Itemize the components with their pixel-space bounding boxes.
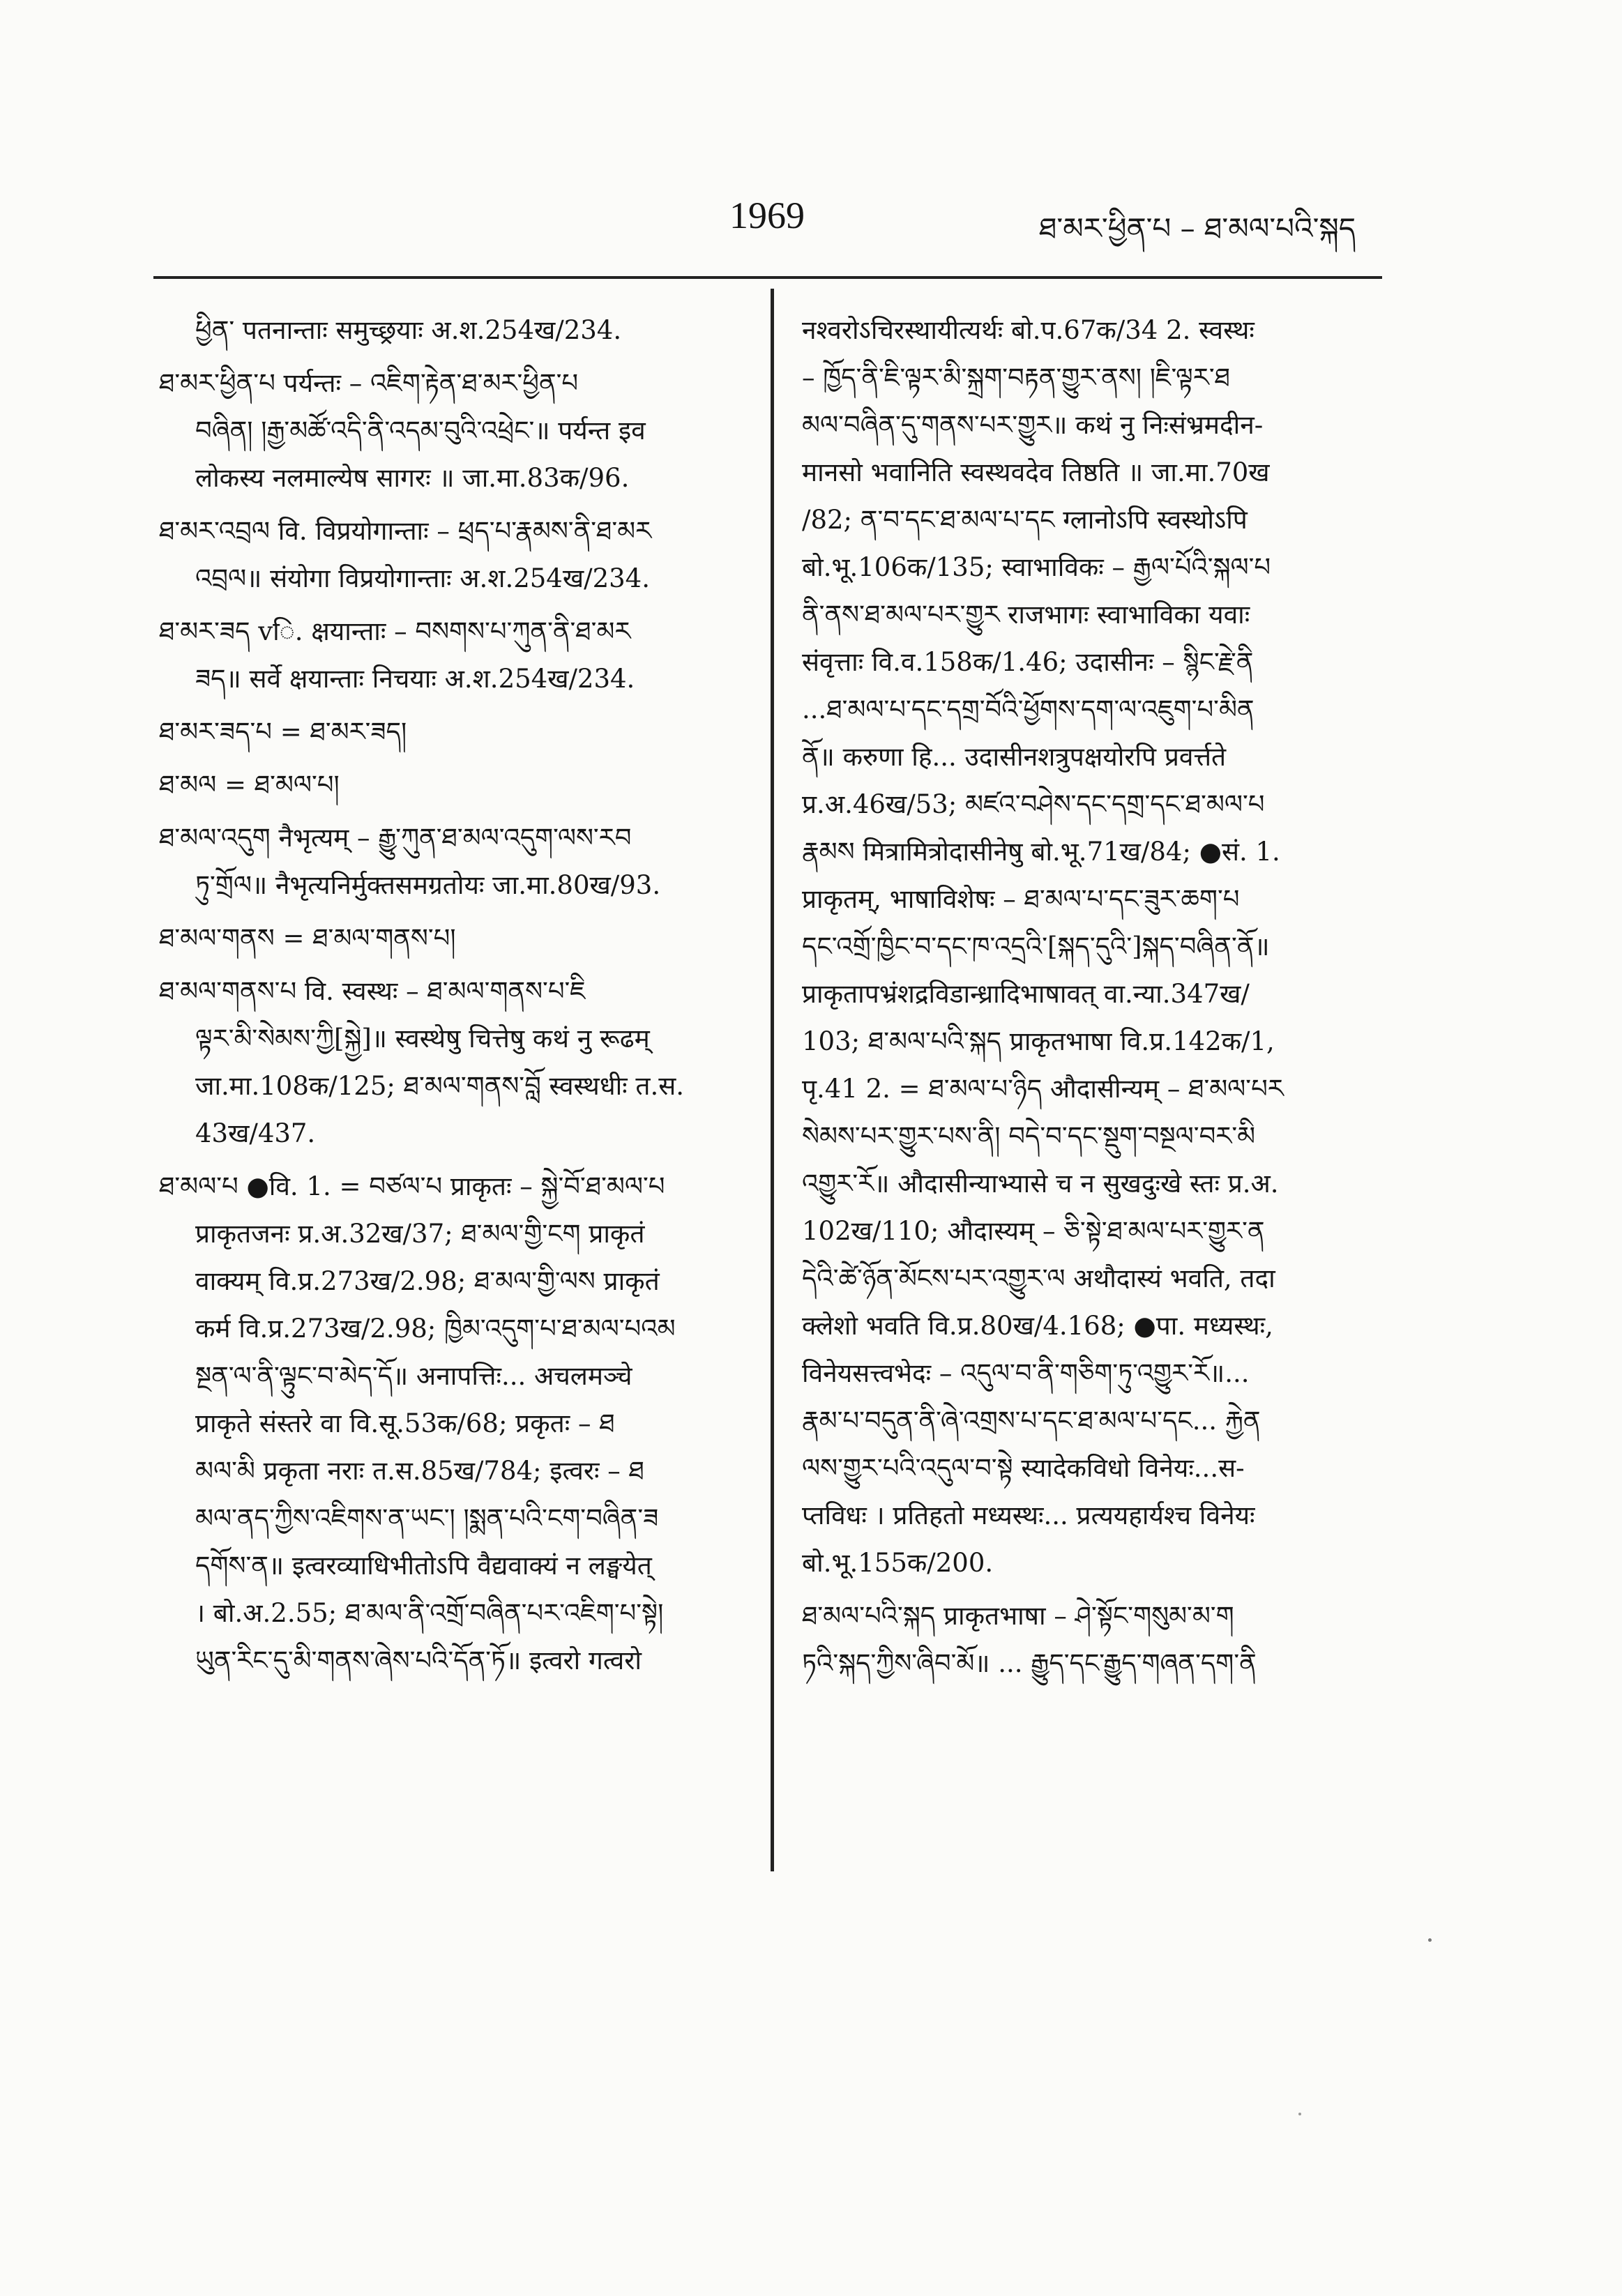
dictionary-line: संवृत्ताः वि.व.158क/1.46; उदासीनः – སྙིང་རྗེ་ནི bbox=[802, 647, 1254, 677]
dictionary-line: प्राकृतम्, भाषाविशेषः – ཐ་མལ་པ་དང་ཟུར་ཆག་པ bbox=[802, 884, 1240, 914]
dictionary-line: ཟད॥ सर्वे क्षयान्ताः निचयाः अ.श.254ख/234. bbox=[195, 664, 635, 694]
dictionary-line: प्राकृते संस्तरे वा वि.सू.53क/68; प्रकृतः – ཐ bbox=[195, 1408, 615, 1438]
dictionary-line: बो.भू.106क/135; स्वाभाविकः – རྒྱལ་པོའི་སྐལ་པ bbox=[802, 552, 1271, 582]
dictionary-line: ཐ་མར་ཟད་པ = ཐ་མར་ཟད། bbox=[159, 717, 407, 747]
dictionary-line: ནོ॥ करुणा हि... उदासीनशत्रुपक्षयोरपि प्रवर्त्तते bbox=[802, 742, 1227, 772]
dictionary-line: བཞིན། །རྒྱ་མཚོ་འདི་ནི་འདམ་བུའི་འཕྲེང་॥ पर्यन्त इव bbox=[195, 416, 646, 446]
dictionary-line: དགོས་ན॥ इत्वरव्याधिभीतोऽपि वैद्यवाक्यं न लङ्घयेत् bbox=[195, 1551, 652, 1581]
dictionary-line: འབྲལ॥ संयोगा विप्रयोगान्ताः अ.श.254ख/234. bbox=[195, 563, 650, 593]
dictionary-line: སེམས་པར་གྱུར་པས་ནི། བདེ་བ་དང་སྡུག་བསྔལ་བར་མི bbox=[802, 1121, 1256, 1151]
dictionary-line: ཐ་མལ་འདུག नैभृत्यम् – རྒྱུ་ཀུན་ཐ་མལ་འདུག་ལས་རབ bbox=[159, 823, 632, 853]
right-column bbox=[802, 307, 1388, 1687]
dictionary-line: ཐ་མལ་པའི་སྐད प्राकृतभाषा – ཤེ་སྟོང་གསུམ་མ་ག bbox=[802, 1601, 1234, 1631]
dictionary-line: मानसो भवानिति स्वस्थवदेव तिष्ठति ॥ जा.मा.70ख bbox=[802, 457, 1270, 487]
dictionary-line: – ཁྱོད་ནི་ཇི་ལྟར་མི་སྐྲག་བརྟན་གྱུར་ནས། །ཇི་ལྟར་ཐ bbox=[802, 363, 1230, 393]
dictionary-line: མལ་མི प्रकृता नराः त.स.85ख/784; इत्वरः – ཐ bbox=[195, 1456, 644, 1486]
dictionary-line: ལྟར་མི་སེམས་ཀྱི[སྐྱེ]॥ स्वस्थेषु चित्तेषु कथं नु रूढम् bbox=[195, 1024, 650, 1054]
dictionary-line: ཐ་མལ་པ ●वि. 1. = བཙལ་པ प्राकृतः – སྐྱེ་བོ་ཐ་མལ་པ bbox=[159, 1171, 665, 1201]
dictionary-line: 103; ཐ་མལ་པའི་སྐད प्राकृतभाषा वि.प्र.142क/1, bbox=[802, 1026, 1275, 1056]
dictionary-line: ...ཐ་མལ་པ་དང་དགྲ་བོའི་ཕྱོགས་དག་ལ་འཇུག་པ་མིན bbox=[802, 694, 1255, 724]
left-column bbox=[159, 307, 752, 1685]
dictionary-line: རྣམས मित्रामित्रोदासीनेषु बो.भू.71ख/84; ●सं. 1. bbox=[802, 837, 1280, 867]
dictionary-line: क्लेशो भवति वि.प्र.80ख/4.168; ●पा. मध्यस्थः, bbox=[802, 1311, 1273, 1341]
dictionary-line: 43ख/437. bbox=[195, 1118, 316, 1148]
dictionary-line: प्राकृतजनः प्र.अ.32ख/37; ཐ་མལ་གྱི་ངག प्राकृतं bbox=[195, 1219, 645, 1249]
header-rule bbox=[153, 276, 1382, 279]
dictionary-line: འགྱུར་རོ॥ औदासीन्याभ्यासे च न सुखदुःखे स्तः प्र.अ. bbox=[802, 1169, 1279, 1199]
dictionary-line: ཕྱིན་ पतनान्ताः समुच्छ्रयाः अ.श.254ख/234. bbox=[195, 315, 622, 345]
dictionary-line: ནི་ནས་ཐ་མལ་པར་གྱུར राजभागः स्वाभाविका यवाः bbox=[802, 600, 1250, 630]
dictionary-line: प्तविधः । प्रतिहतो मध्यस्थः... प्रत्ययहार्यश्च विनेयः bbox=[802, 1500, 1255, 1530]
dictionary-line: बो.भू.155क/200. bbox=[802, 1548, 994, 1578]
dictionary-line: ཡུན་རིང་དུ་མི་གནས་ཞེས་པའི་དོན་ཏོ॥ इत्वरो गत्वरो bbox=[195, 1645, 642, 1675]
dictionary-line: ཏུ་གྲོལ॥ नैभृत्यनिर्मुक्तसमग्रतोयः जा.मा.80ख/93. bbox=[195, 870, 661, 900]
dictionary-line: ཐ་མལ་གནས = ཐ་མལ་གནས་པ། bbox=[159, 923, 456, 953]
dictionary-line: དང་འགྲོ་ཁྱིང་བ་དང་ཁ་འདྲའི་[སྐད་དུའི་]སྐད་བཞིན་ནོ॥ bbox=[802, 932, 1270, 961]
dictionary-line: ཐ་མར་ཕྱིན་པ पर्यन्तः – འཇིག་རྟེན་ཐ་མར་ཕྱིན་པ bbox=[159, 368, 579, 398]
dictionary-line: /82; ན་བ་དང་ཐ་མལ་པ་དང ग्लानोऽपि स्वस्थोऽपि bbox=[802, 505, 1248, 535]
dictionary-line: वाक्यम् वि.प्र.273ख/2.98; ཐ་མལ་གྱི་ལས प्राकृतं bbox=[195, 1266, 660, 1296]
dictionary-line: མལ་བཞིན་དུ་གནས་པར་གྱུར॥ कथं नु निःसंभ्रमदीन- bbox=[802, 410, 1264, 440]
dictionary-line: नश्वरोऽचिरस्थायीत्यर्थः बो.प.67क/34 2. स्वस्थः bbox=[802, 315, 1255, 345]
dictionary-line: སྔན་ལ་ནི་ལྟུང་བ་མེད་དོ॥ अनापत्तिः... अचलमञ्चे bbox=[195, 1361, 632, 1391]
dictionary-line: प्राकृतापभ्रंशद्रविडान्ध्रादिभाषावत् वा.न्या.347ख/ bbox=[802, 979, 1250, 1009]
scan-speck bbox=[1428, 1938, 1432, 1942]
dictionary-line: लोकस्य नलमाल्येष सागरः ॥ जा.मा.83क/96. bbox=[195, 463, 630, 493]
page-number: 1969 bbox=[729, 195, 805, 236]
dictionary-line: ཐ་མལ = ཐ་མལ་པ། bbox=[159, 770, 340, 800]
dictionary-line: जा.मा.108क/125; ཐ་མལ་གནས་བློ स्वस्थधीः त.स. bbox=[195, 1071, 685, 1101]
running-head: ཐ་མར་ཕྱིན་པ – ཐ་མལ་པའི་སྐད bbox=[1039, 211, 1356, 245]
dictionary-line: ཐ་མར་འབྲལ वि. विप्रयोगान्ताः – ཕྲད་པ་རྣམས་ནི་ཐ་མར bbox=[159, 516, 652, 546]
dictionary-line: ཏའི་སྐད་ཀྱིས་ཞིབ་མོ॥ ... རྒྱུད་དང་རྒྱུད་གཞན་དག་ནི bbox=[802, 1648, 1257, 1678]
dictionary-line: पृ.41 2. = ཐ་མལ་པ་ཉིད औदासीन्यम् – ཐ་མལ་པར bbox=[802, 1074, 1284, 1104]
dictionary-line: विनेयसत्त्वभेदः – འདུལ་བ་ནི་གཅིག་ཏུ་འགྱུར་རོ॥... bbox=[802, 1358, 1250, 1388]
dictionary-line: མལ་ནད་ཀྱིས་འཇིགས་ན་ཡང་། །སྨན་པའི་ངག་བཞིན་ཟ bbox=[195, 1503, 659, 1533]
dictionary-line: ལས་གྱུར་པའི་འདུལ་བ་སྟེ स्यादेकविधो विनेयः...स- bbox=[802, 1453, 1245, 1483]
dictionary-line: དེའི་ཚེ་ཉོན་མོངས་པར་འགྱུར་ལ अथौदास्यं भवति, तदा bbox=[802, 1263, 1275, 1293]
dictionary-line: ཐ་མར་ཟད vि. क्षयान्ताः – བསགས་པ་ཀུན་ནི་ཐ་མར bbox=[159, 616, 631, 646]
dictionary-line: कर्म वि.प्र.273ख/2.98; ཁྱིམ་འདུག་པ་ཐ་མལ་པའམ bbox=[195, 1314, 676, 1344]
scan-speck bbox=[1298, 2113, 1301, 2115]
column-divider bbox=[771, 289, 774, 1871]
dictionary-line: प्र.अ.46ख/53; མཛའ་བཤེས་དང་དགྲ་དང་ཐ་མལ་པ bbox=[802, 789, 1265, 819]
dictionary-line: । बो.अ.2.55; ཐ་མལ་ནི་འགྲོ་བཞིན་པར་འཇིག་པ་སྟེ། bbox=[195, 1598, 664, 1628]
dictionary-line: 102ख/110; औदास्यम् – ཅི་སྟེ་ཐ་མལ་པར་གྱུར་ན bbox=[802, 1216, 1265, 1246]
dictionary-line: ཐ་མལ་གནས་པ वि. स्वस्थः – ཐ་མལ་གནས་པ་ཇི bbox=[159, 976, 586, 1006]
dictionary-line: རྣམ་པ་བདུན་ནི་ཞེ་འགྲས་པ་དང་ཐ་མལ་པ་དང... རྐྱེན bbox=[802, 1406, 1261, 1436]
